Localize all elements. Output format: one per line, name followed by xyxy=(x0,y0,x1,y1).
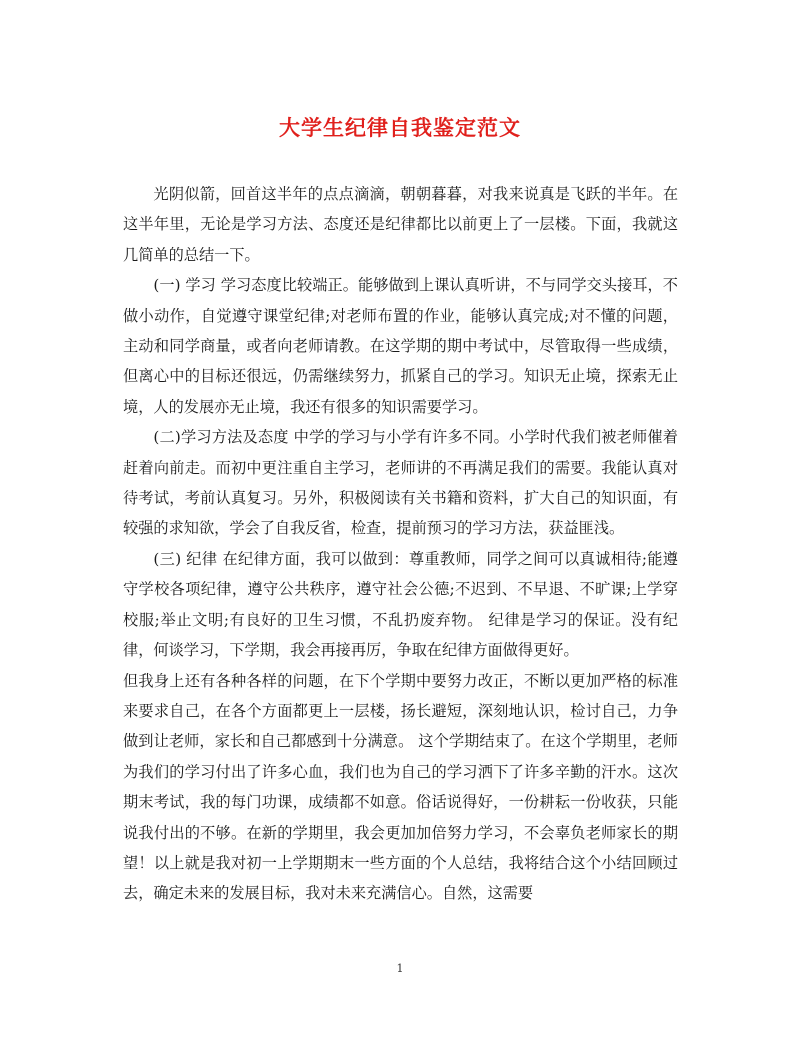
document-title: 大学生纪律自我鉴定范文 xyxy=(279,115,521,140)
paragraph-study: (一) 学习 学习态度比较端正。能够做到上课认真听讲，不与同学交头接耳，不做小动作，自觉遵守课堂纪律;对老师布置的作业，能够认真完成;对不懂的问题，主动和同学商量，或者向老师请教。在这学期的期中考试中，尽管取得一些成绩，但离心中的目标还很远，仍需继续努力，抓紧自己的学习。知识无止境，探索无止境，人的发展亦无止境，我还有很多的知识需要学习。 xyxy=(123,276,678,416)
document-body xyxy=(123,179,678,909)
page-number: 1 xyxy=(396,962,404,975)
paragraph-discipline: (三) 纪律 在纪律方面，我可以做到：尊重教师，同学之间可以真诚相待;能遵守学校各项纪律，遵守公共秩序，遵守社会公德;不迟到、不早退、不旷课;上学穿校服;举止文明;有良好的卫生习惯，不乱扔废弃物。 纪律是学习的保证。没有纪律，何谈学习，下学期，我会再接再厉，争取在纪律方面做得更好。 xyxy=(123,549,678,660)
paragraph-intro: 光阴似箭，回首这半年的点点滴滴，朝朝暮暮，对我来说真是飞跃的半年。在这半年里，无论是学习方法、态度还是纪律都比以前更上了一层楼。下面，我就这几简单的总结一下。 xyxy=(123,185,678,264)
paragraph-summary: 但我身上还有各种各样的问题，在下个学期中要努力改正，不断以更加严格的标准来要求自己，在各个方面都更上一层楼，扬长避短，深刻地认识，检讨自己，力争做到让老师，家长和自己都感到十分满意。 这个学期结束了。在这个学期里，老师为我们的学习付出了许多心血，我们也为自己的学习洒下了许多辛勤的汗水。这次期末考试，我的每门功课，成绩都不如意。俗话说得好，一份耕耘一份收获，只能说我付出的不够。在新的学期里，我会更加加倍努力学习，不会辜负老师家长的期望！以上就是我对初一上学期期末一些方面的个人总结，我将结合这个小结回顾过去，确定未来的发展目标，我对未来充满信心。自然，这需要 xyxy=(123,671,678,903)
paragraph-method: (二)学习方法及态度 中学的学习与小学有许多不同。小学时代我们被老师催着赶着向前走。而初中更注重自主学习，老师讲的不再满足我们的需要。我能认真对待考试，考前认真复习。另外，积极阅读有关书籍和资料，扩大自己的知识面，有较强的求知欲，学会了自我反省，检查，提前预习的学习方法，获益匪浅。 xyxy=(123,428,678,538)
